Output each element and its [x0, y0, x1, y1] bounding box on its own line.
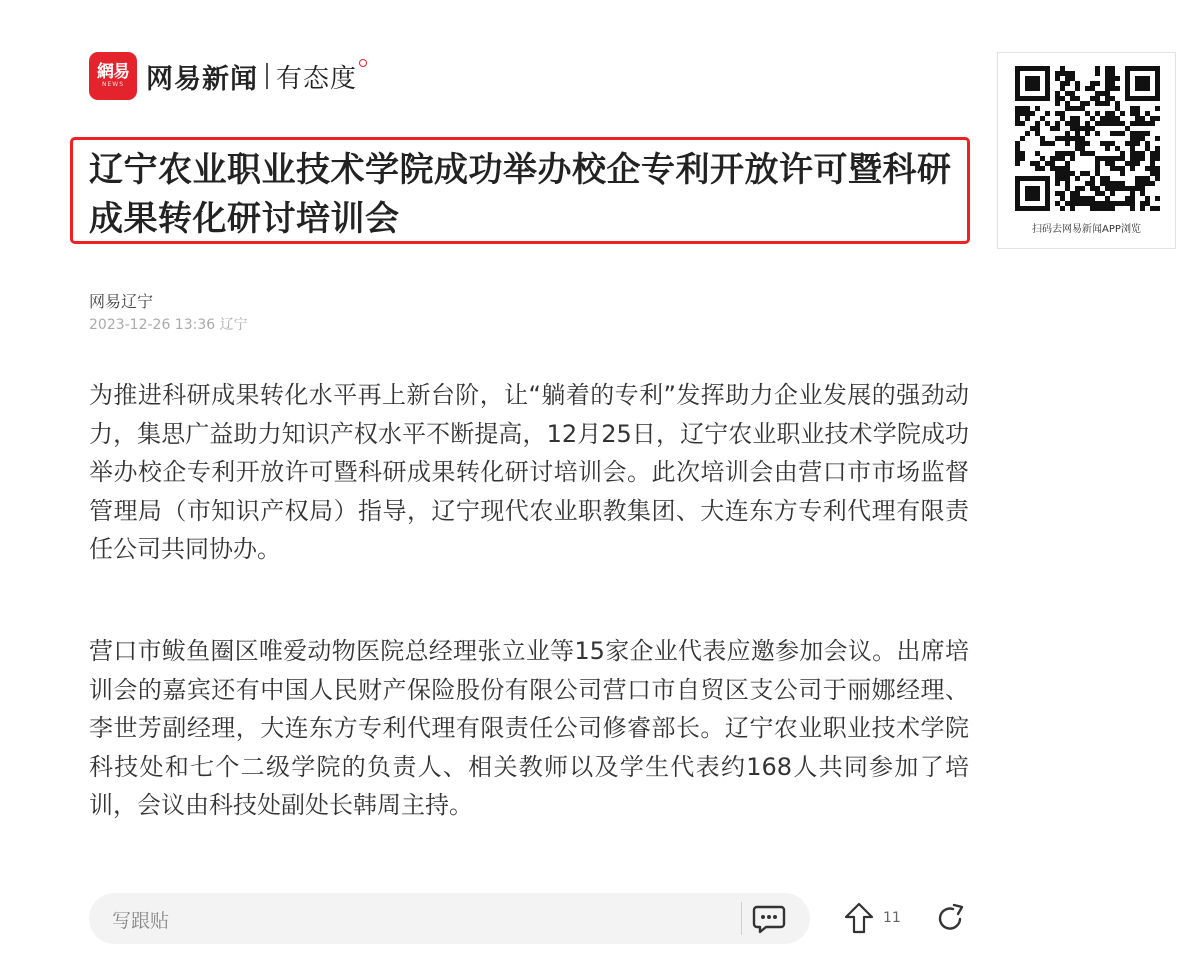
brand-divider	[266, 63, 268, 89]
brand-slogan: 有态度	[276, 63, 358, 94]
article-source[interactable]: 网易辽宁	[89, 292, 154, 311]
site-logo[interactable]	[89, 52, 367, 100]
qr-caption: 扫码去网易新闻APP浏览	[1032, 224, 1141, 235]
article-paragraph-1: 为推进科研成果转化水平再上新台阶，让“躺着的专利”发挥助力企业发展的强劲动力，集思广益助力知识产权水平不断提高，12月25日，辽宁农业职业技术学院成功举办校企专利开放许可暨科研成果转化研讨培训会。此次培训会由营口市市场监督管理局（市知识产权局）指导，辽宁现代农业职教集团、大连东方专利代理有限责任公司共同协办。	[89, 381, 969, 563]
comment-bar-divider	[741, 902, 742, 935]
brand-name: 网易新闻	[146, 63, 258, 95]
logo-cn-text: 網易	[97, 62, 129, 82]
share-arrow-up-icon[interactable]	[844, 902, 874, 934]
netease-logo-icon	[89, 52, 137, 100]
comment-bar[interactable]	[89, 893, 810, 944]
comment-input[interactable]: 写跟贴	[112, 910, 170, 932]
logo-en-text: NEWS	[101, 81, 125, 88]
refresh-share-icon[interactable]	[936, 903, 966, 933]
qr-panel	[997, 52, 1176, 249]
article-title: 辽宁农业职业技术学院成功举办校企专利开放许可暨科研成果转化研讨培训会	[89, 150, 952, 239]
article-paragraph-2: 营口市鲅鱼圈区唯爱动物医院总经理张立业等15家企业代表应邀参加会议。出席培训会的嘉宾还有中国人民财产保险股份有限公司营口市自贸区支公司于丽娜经理、李世芳副经理，大连东方专利代理有限责任公司修睿部长。辽宁农业职业技术学院科技处和七个二级学院的负责人、相关教师以及学生代表约168人共同参加了培训，会议由科技处副处长韩周主持。	[89, 637, 969, 819]
article-meta: 2023-12-26 13:36 辽宁	[89, 317, 248, 333]
qr-code-icon	[1015, 66, 1160, 211]
registered-mark-icon	[359, 59, 367, 67]
comment-icon[interactable]	[752, 903, 786, 935]
share-count: 11	[883, 910, 901, 926]
